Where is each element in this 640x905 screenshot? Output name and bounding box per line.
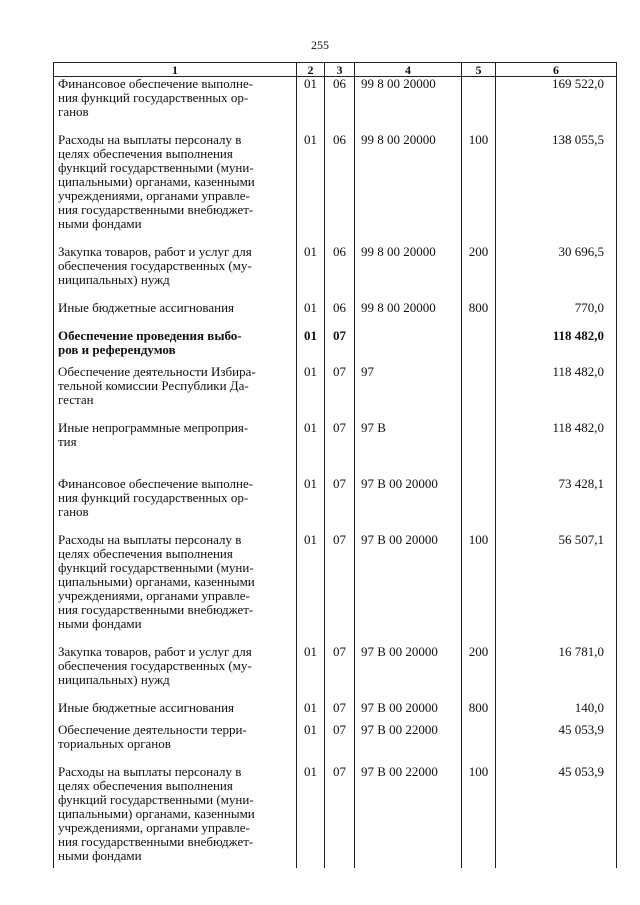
row-section: 01: [297, 765, 325, 868]
row-name: Расходы на выплаты персоналу в целях обеспечения выполнения функций государственными (муни- ципальными) органами, казенными учреждениями, органами управле- ния государственными внебюджет- ными фондами: [54, 765, 297, 868]
table-row: [54, 701, 617, 723]
table-row: [54, 723, 617, 765]
row-section: 01: [297, 245, 325, 301]
row-target-item: 97 В 00 22000: [355, 765, 462, 868]
row-name: Закупка товаров, работ и услуг для обеспечения государственных (му- ниципальных) нужд: [54, 245, 297, 301]
page-number: 255: [311, 38, 329, 52]
row-expense-type: 800: [462, 701, 496, 723]
row-name: Обеспечение деятельности Избира- тельной комиссии Республики Да- гестан: [54, 365, 297, 421]
row-section: 01: [297, 645, 325, 701]
row-subsection: 07: [325, 533, 355, 645]
table-row: [54, 765, 617, 868]
row-subsection: 07: [325, 645, 355, 701]
row-amount: 45 053,9: [496, 723, 617, 765]
table-row: [54, 329, 617, 365]
row-section: 01: [297, 533, 325, 645]
table-header-row: [54, 63, 617, 77]
row-section: 01: [297, 301, 325, 329]
row-amount: 30 696,5: [496, 245, 617, 301]
table-row: [54, 365, 617, 421]
row-name: Финансовое обеспечение выполне- ния функций государственных ор- ганов: [54, 477, 297, 533]
row-expense-type: [462, 477, 496, 533]
row-target-item: 97 В 00 20000: [355, 533, 462, 645]
row-subsection: 06: [325, 77, 355, 134]
row-expense-type: [462, 421, 496, 477]
row-subsection: 07: [325, 723, 355, 765]
row-target-item: 99 8 00 20000: [355, 133, 462, 245]
row-name: Финансовое обеспечение выполне- ния функций государственных ор- ганов: [54, 77, 297, 134]
column-header-section: 2: [297, 63, 325, 77]
row-name: Обеспечение деятельности терри- ториальных органов: [54, 723, 297, 765]
row-target-item: 97 В 00 20000: [355, 701, 462, 723]
row-name: Расходы на выплаты персоналу в целях обеспечения выполнения функций государственными (муни- ципальными) органами, казенными учреждениями, органами управле- ния государственными внебюджет- ными фондами: [54, 133, 297, 245]
column-header-target-item: 4: [355, 63, 462, 77]
table-row: [54, 477, 617, 533]
row-amount: 118 482,0: [496, 329, 617, 365]
column-header-amount: 6: [496, 63, 617, 77]
row-amount: 118 482,0: [496, 421, 617, 477]
table-row: [54, 301, 617, 329]
row-expense-type: 200: [462, 645, 496, 701]
row-expense-type: 100: [462, 533, 496, 645]
row-subsection: 07: [325, 421, 355, 477]
row-target-item: 97 В: [355, 421, 462, 477]
table-row: [54, 133, 617, 245]
row-subsection: 07: [325, 765, 355, 868]
table-row: [54, 533, 617, 645]
row-name: Иные бюджетные ассигнования: [54, 301, 297, 329]
row-target-item: 99 8 00 20000: [355, 245, 462, 301]
row-section: 01: [297, 133, 325, 245]
row-name: Закупка товаров, работ и услуг для обеспечения государственных (му- ниципальных) нужд: [54, 645, 297, 701]
row-amount: 770,0: [496, 301, 617, 329]
row-section: 01: [297, 477, 325, 533]
row-subsection: 07: [325, 329, 355, 365]
row-expense-type: 100: [462, 765, 496, 868]
column-header-subsection: 3: [325, 63, 355, 77]
row-subsection: 07: [325, 701, 355, 723]
row-name: Иные бюджетные ассигнования: [54, 701, 297, 723]
row-amount: 138 055,5: [496, 133, 617, 245]
row-expense-type: 200: [462, 245, 496, 301]
table-row: [54, 245, 617, 301]
row-target-item: [355, 329, 462, 365]
table-row: [54, 645, 617, 701]
row-target-item: 97 В 00 22000: [355, 723, 462, 765]
row-expense-type: [462, 723, 496, 765]
row-amount: 118 482,0: [496, 365, 617, 421]
row-amount: 140,0: [496, 701, 617, 723]
row-expense-type: 100: [462, 133, 496, 245]
row-section: 01: [297, 701, 325, 723]
row-subsection: 07: [325, 477, 355, 533]
row-subsection: 06: [325, 133, 355, 245]
table-row: [54, 77, 617, 134]
row-section: 01: [297, 365, 325, 421]
row-amount: 16 781,0: [496, 645, 617, 701]
row-target-item: 97 В 00 20000: [355, 645, 462, 701]
column-header-expense-type: 5: [462, 63, 496, 77]
row-subsection: 07: [325, 365, 355, 421]
row-name: Обеспечение проведения выбо- ров и референдумов: [54, 329, 297, 365]
row-target-item: 97 В 00 20000: [355, 477, 462, 533]
row-amount: 73 428,1: [496, 477, 617, 533]
budget-table: [53, 62, 617, 868]
row-section: 01: [297, 329, 325, 365]
row-target-item: 99 8 00 20000: [355, 77, 462, 134]
column-header-name: 1: [54, 63, 297, 77]
row-section: 01: [297, 77, 325, 134]
row-amount: 45 053,9: [496, 765, 617, 868]
row-expense-type: [462, 365, 496, 421]
row-expense-type: [462, 329, 496, 365]
row-name: Расходы на выплаты персоналу в целях обеспечения выполнения функций государственными (муни- ципальными) органами, казенными учреждениями, органами управле- ния государственными внебюджет- ными фондами: [54, 533, 297, 645]
row-target-item: 97: [355, 365, 462, 421]
row-subsection: 06: [325, 301, 355, 329]
table-row: [54, 421, 617, 477]
row-amount: 56 507,1: [496, 533, 617, 645]
row-section: 01: [297, 723, 325, 765]
row-target-item: 99 8 00 20000: [355, 301, 462, 329]
row-section: 01: [297, 421, 325, 477]
row-expense-type: 800: [462, 301, 496, 329]
row-expense-type: [462, 77, 496, 134]
row-amount: 169 522,0: [496, 77, 617, 134]
row-subsection: 06: [325, 245, 355, 301]
row-name: Иные непрограммные мепроприя- тия: [54, 421, 297, 477]
